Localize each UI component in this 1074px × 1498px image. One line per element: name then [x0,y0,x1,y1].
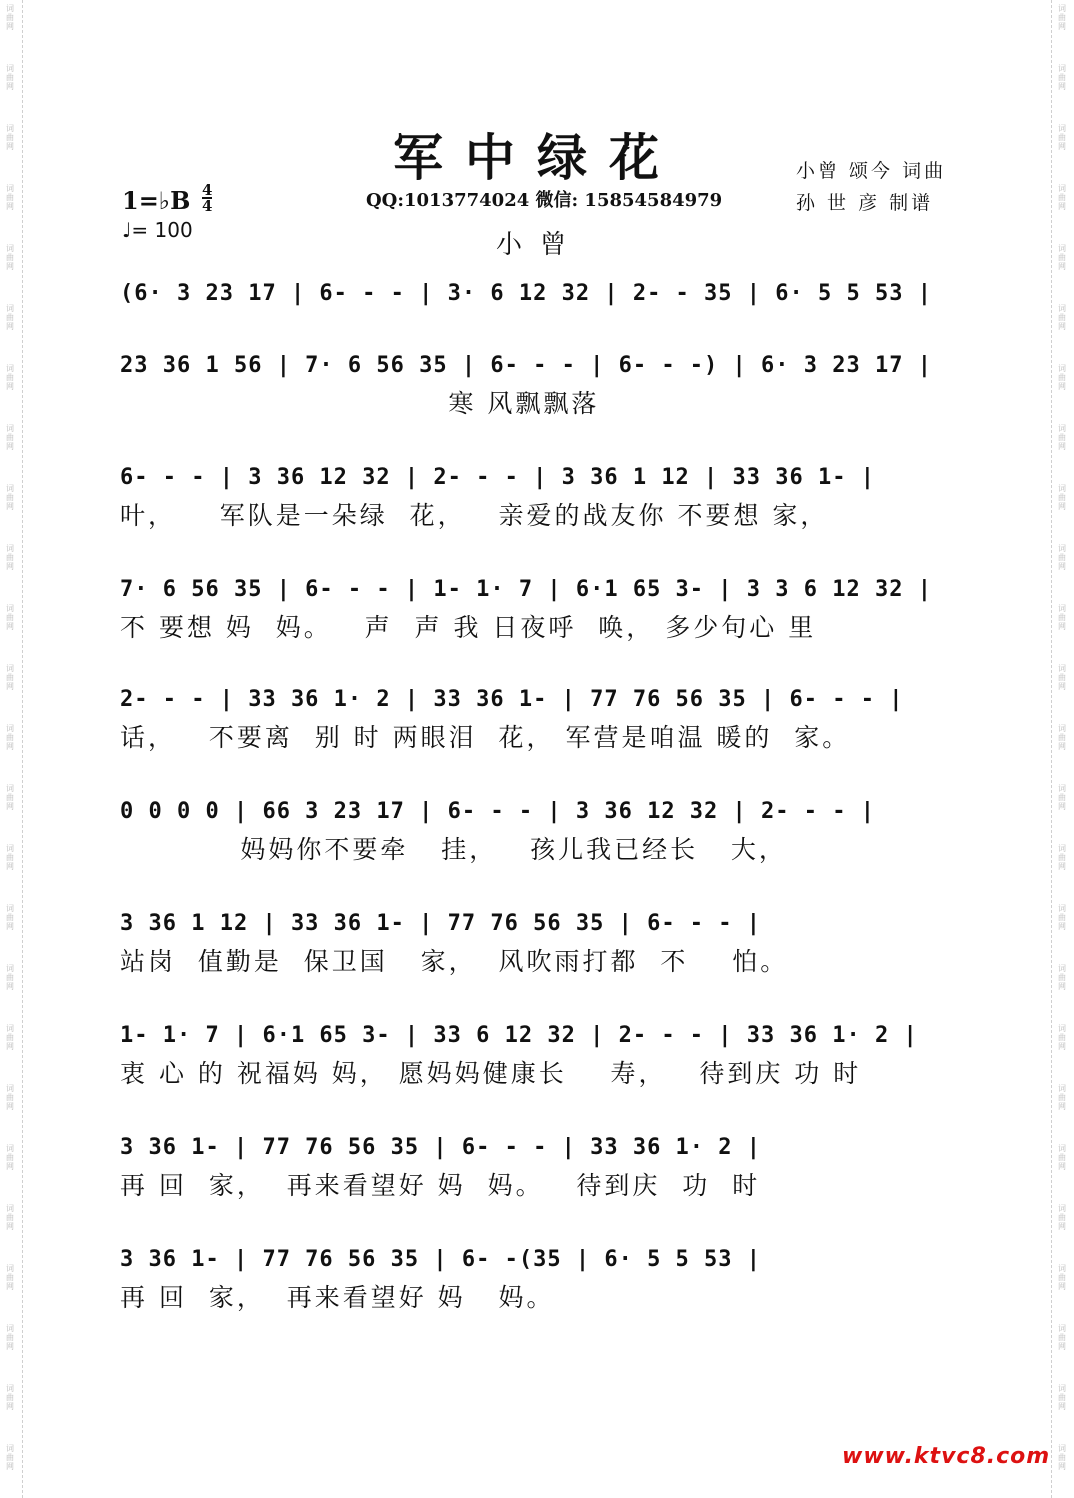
side-watermark-mark: 词曲网 [6,1144,14,1171]
lyrics-line: 话， 不要离 别 时 两眼泪 花， 军营是咱温 暖的 家。 [120,723,851,752]
score-system-9 [120,1128,958,1204]
side-watermark-mark: 词曲网 [1058,124,1066,151]
score-system-5 [120,680,958,756]
lyrics-line: 再 回 家， 再来看望好 妈 妈。 [120,1283,555,1312]
lyrics-line [120,314,958,350]
lyrics-line: 寒 风飘飘落 [120,389,600,418]
side-watermark-mark: 词曲网 [1058,544,1066,571]
side-watermark-mark: 词曲网 [1058,904,1066,931]
notation-line: 23 36 1 56 | 7· 6 56 35 | 6- - - | 6- - -) | 6· 3 23 17 | [120,353,932,378]
side-watermark-mark: 词曲网 [1058,1144,1066,1171]
side-watermark-mark: 词曲网 [1058,724,1066,751]
notation-line: 7· 6 56 35 | 6- - - | 1- 1· 7 | 6·1 65 3- | 3 3 6 12 32 | [120,577,932,602]
side-watermark-mark: 词曲网 [1058,1384,1066,1411]
credits [796,155,946,219]
side-watermark-mark: 词曲网 [1058,1084,1066,1111]
side-watermark-mark: 词曲网 [6,604,14,631]
side-watermark-mark: 词曲网 [1058,604,1066,631]
score-system-7 [120,904,958,980]
side-watermark-mark: 词曲网 [1058,4,1066,31]
time-signature: 4 4 [202,181,213,215]
notation-line: 6- - - | 3 36 12 32 | 2- - - | 3 36 1 12 | 33 36 1- | [120,465,875,490]
score-system-3 [120,458,958,534]
side-watermark-mark: 词曲网 [6,664,14,691]
lyrics-line: 再 回 家， 再来看望好 妈 妈。 待到庆 功 时 [120,1171,761,1200]
side-watermark-mark: 词曲网 [1058,964,1066,991]
credits-lyricist-composer: 小曾 颂今 词曲 [796,160,947,182]
side-watermark-mark: 词曲网 [6,964,14,991]
side-watermark-mark: 词曲网 [1058,1204,1066,1231]
side-watermark-mark: 词曲网 [6,1444,14,1471]
notation-line: 1- 1· 7 | 6·1 65 3- | 33 6 12 32 | 2- - - | 33 36 1· 2 | [120,1023,918,1048]
side-watermark-mark: 词曲网 [6,424,14,451]
side-watermark-mark: 词曲网 [6,1084,14,1111]
side-watermark-mark: 词曲网 [1058,484,1066,511]
side-watermark-mark: 词曲网 [6,364,14,391]
side-watermark-mark: 词曲网 [6,904,14,931]
score-system-4 [120,570,958,646]
score-system-10 [120,1240,958,1316]
right-watermark-strip [1051,0,1074,1498]
side-watermark-mark: 词曲网 [6,544,14,571]
side-watermark-mark: 词曲网 [6,64,14,91]
side-watermark-mark: 词曲网 [6,1264,14,1291]
lyrics-line: 妈妈你不要牵 挂， 孩儿我已经长 大， [120,835,787,864]
side-watermark-mark: 词曲网 [1058,664,1066,691]
side-watermark-mark: 词曲网 [1058,244,1066,271]
side-watermark-mark: 词曲网 [6,784,14,811]
lyrics-line: 不 要想 妈 妈。 声 声 我 日夜呼 唤， 多少句心 里 [120,613,817,642]
side-watermark-mark: 词曲网 [1058,64,1066,91]
notation-line: (6· 3 23 17 | 6- - - | 3· 6 12 32 | 2- - 35 | 6· 5 5 53 | [120,281,932,306]
notation-line: 3 36 1- | 77 76 56 35 | 6- - - | 33 36 1· 2 | [120,1135,762,1160]
lyrics-line: 衷 心 的 祝福妈 妈， 愿妈妈健康长 寿， 待到庆 功 时 [120,1059,862,1088]
side-watermark-mark: 词曲网 [6,844,14,871]
score-system-6 [120,792,958,868]
side-watermark-mark: 词曲网 [6,244,14,271]
notation-line: 0 0 0 0 | 66 3 23 17 | 6- - - | 3 36 12 32 | 2- - - | [120,799,875,824]
score-system-2 [120,346,958,422]
credits-transcriber: 孙 世 彦 制谱 [796,192,934,214]
site-watermark: www.ktvc8.com [842,1444,1051,1469]
side-watermark-mark: 词曲网 [6,4,14,31]
side-watermark-mark: 词曲网 [1058,844,1066,871]
lyrics-line: 叶， 军队是一朵绿 花， 亲爱的战友你 不要想 家， [120,501,829,530]
side-watermark-mark: 词曲网 [6,184,14,211]
side-watermark-mark: 词曲网 [1058,304,1066,331]
side-watermark-mark: 词曲网 [6,304,14,331]
song-title: 军中绿花 [393,128,681,187]
side-watermark-mark: 词曲网 [1058,184,1066,211]
contact-info: QQ:1013774024 微信: 15854584979 [366,190,723,211]
notation-line: 3 36 1- | 77 76 56 35 | 6- -(35 | 6· 5 5 53 | [120,1247,762,1272]
side-watermark-mark: 词曲网 [6,1324,14,1351]
side-watermark-mark: 词曲网 [6,1204,14,1231]
left-watermark-strip [0,0,23,1498]
singer-name: 小曾 [496,230,585,260]
side-watermark-mark: 词曲网 [6,124,14,151]
notation-line: 2- - - | 33 36 1· 2 | 33 36 1- | 77 76 56 35 | 6- - - | [120,687,904,712]
side-watermark-mark: 词曲网 [1058,1024,1066,1051]
side-watermark-mark: 词曲网 [1058,364,1066,391]
side-watermark-mark: 词曲网 [1058,1264,1066,1291]
score-system-8 [120,1016,958,1092]
side-watermark-mark: 词曲网 [6,1384,14,1411]
tempo-marking: ♩= 100 [122,218,193,242]
lyrics-line: 站岗 值勤是 保卫国 家， 风吹雨打都 不 怕。 [120,947,789,976]
score-system-1 [120,274,958,350]
side-watermark-mark: 词曲网 [1058,784,1066,811]
side-watermark-mark: 词曲网 [1058,424,1066,451]
side-watermark-mark: 词曲网 [6,724,14,751]
side-watermark-mark: 词曲网 [6,1024,14,1051]
key-signature: 1=♭B [122,186,191,215]
side-watermark-mark: 词曲网 [6,484,14,511]
side-watermark-mark: 词曲网 [1058,1324,1066,1351]
notation-line: 3 36 1 12 | 33 36 1- | 77 76 56 35 | 6- - - | [120,911,762,936]
side-watermark-mark: 词曲网 [1058,1444,1066,1471]
